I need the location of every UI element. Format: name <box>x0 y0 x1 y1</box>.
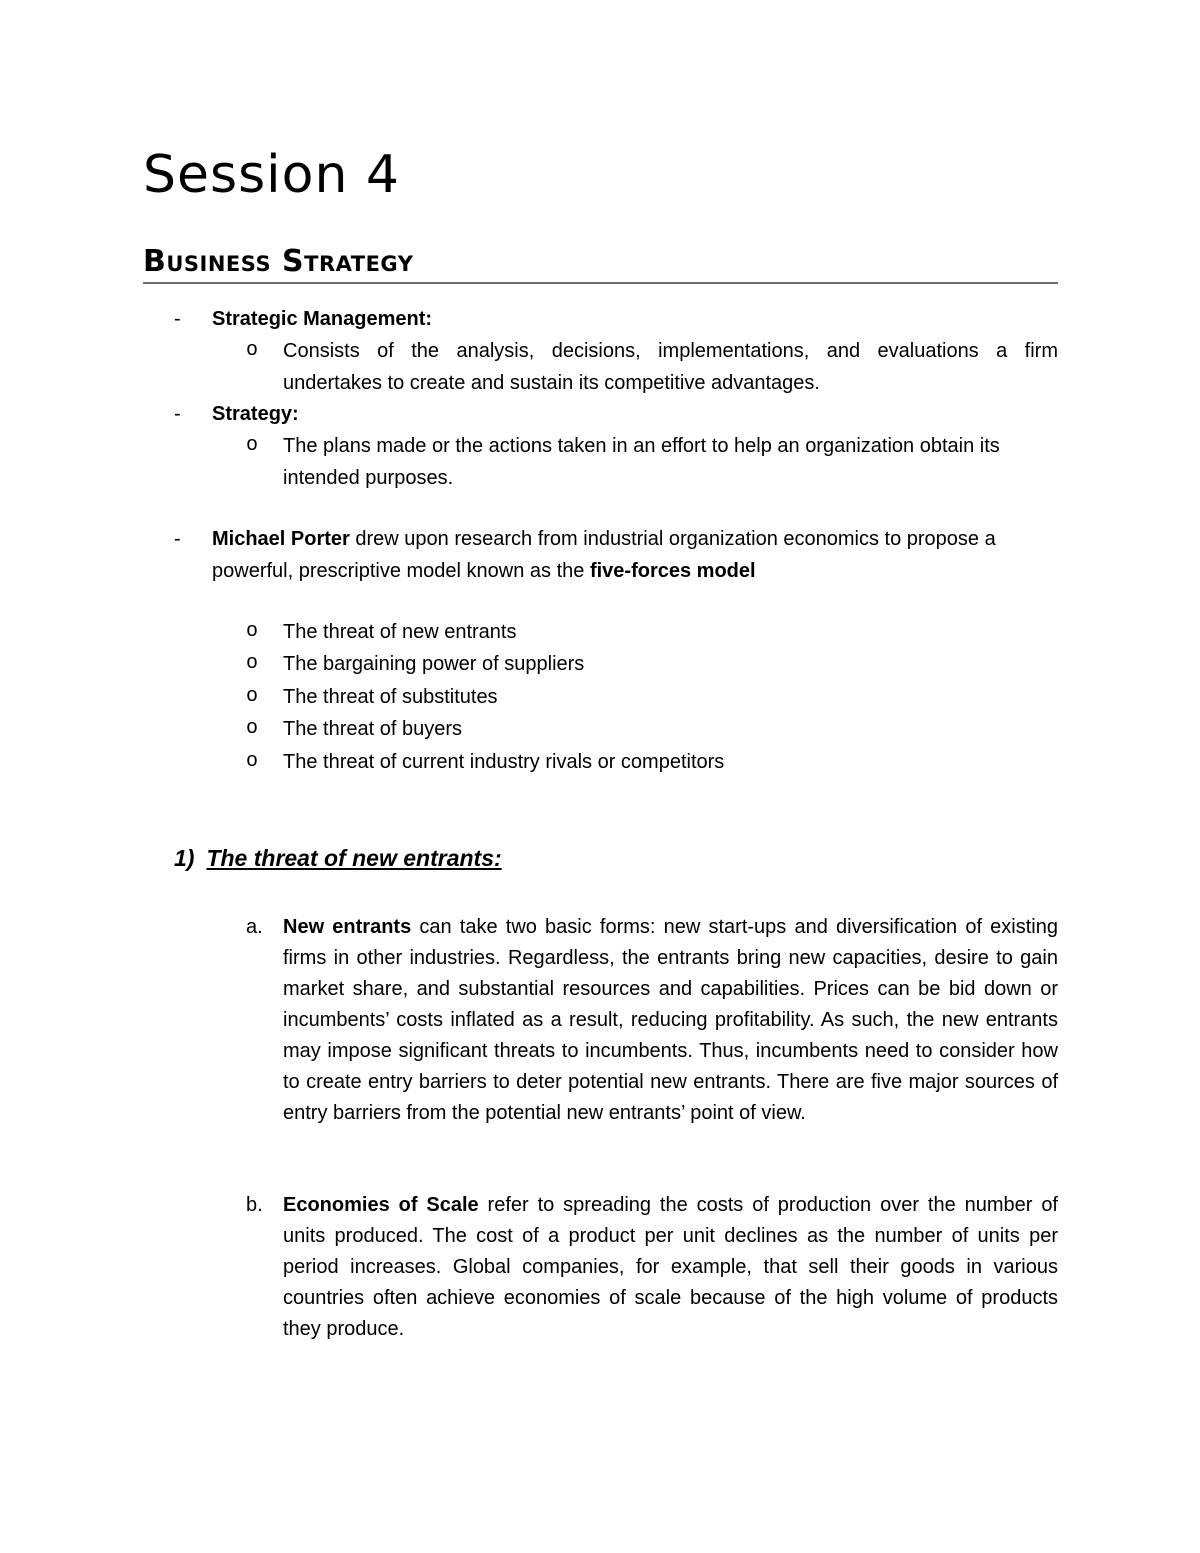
list-label: a. <box>246 916 263 938</box>
section-number: 1) <box>174 845 195 871</box>
circle-bullet: o <box>246 717 259 740</box>
porter-line-1: Michael Porter drew upon research from industrial organization economics to propose a <box>212 528 996 550</box>
page-title: Session 4 <box>143 145 401 205</box>
circle-bullet: o <box>246 652 259 675</box>
page-subtitle: Business Strategy <box>143 242 1058 284</box>
section-heading <box>174 842 502 874</box>
force-item: The threat of buyers <box>283 718 462 740</box>
circle-bullet: o <box>246 685 259 708</box>
definition-line: The plans made or the actions taken in an effort to help an organization obtain its <box>283 435 1000 457</box>
dash-bullet: - <box>174 308 181 330</box>
list-label: b. <box>246 1194 263 1216</box>
definition-line: intended purposes. <box>283 467 454 489</box>
term-strategic-management: Strategic Management: <box>212 308 433 330</box>
paragraph-new-entrants: New entrants can take two basic forms: new start-ups and diversification of existing firms in other industries. Regardless, the entrants bring new capacities, desire to gain market share, and substantial resources and capabilities. Prices can be bid down or incumbents’ costs inflated as a result, reducing profitability. As such, the new entrants may impose significant threats to incumbents. Thus, incumbents need to consider how to create entry barriers to deter potential new entrants. There are five major sources of entry barriers from the potential new entrants’ point of view. <box>283 916 1058 1124</box>
force-item: The bargaining power of suppliers <box>283 653 585 675</box>
circle-bullet: o <box>246 750 259 773</box>
dash-bullet: - <box>174 528 181 550</box>
dash-bullet: - <box>174 403 181 425</box>
section-heading-text: The threat of new entrants: <box>206 845 502 871</box>
term-strategy: Strategy: <box>212 403 299 425</box>
circle-bullet: o <box>246 434 259 457</box>
paragraph-economies-of-scale: Economies of Scale refer to spreading the costs of production over the number of units produced. The cost of a product per unit declines as the number of units per period increases. Global companies, for example, that sell their goods in various countries often achieve economies of scale because of the high volume of products they produce. <box>283 1194 1058 1340</box>
circle-bullet: o <box>246 620 259 643</box>
force-item: The threat of current industry rivals or competitors <box>283 751 725 773</box>
force-item: The threat of substitutes <box>283 686 498 708</box>
definition-line: Consists of the analysis, decisions, implementations, and evaluations a firm <box>283 340 1058 362</box>
porter-line-2: powerful, prescriptive model known as the five-forces model <box>212 560 756 582</box>
definition-line: undertakes to create and sustain its competitive advantages. <box>283 372 820 394</box>
force-item: The threat of new entrants <box>283 621 517 643</box>
circle-bullet: o <box>246 339 259 362</box>
